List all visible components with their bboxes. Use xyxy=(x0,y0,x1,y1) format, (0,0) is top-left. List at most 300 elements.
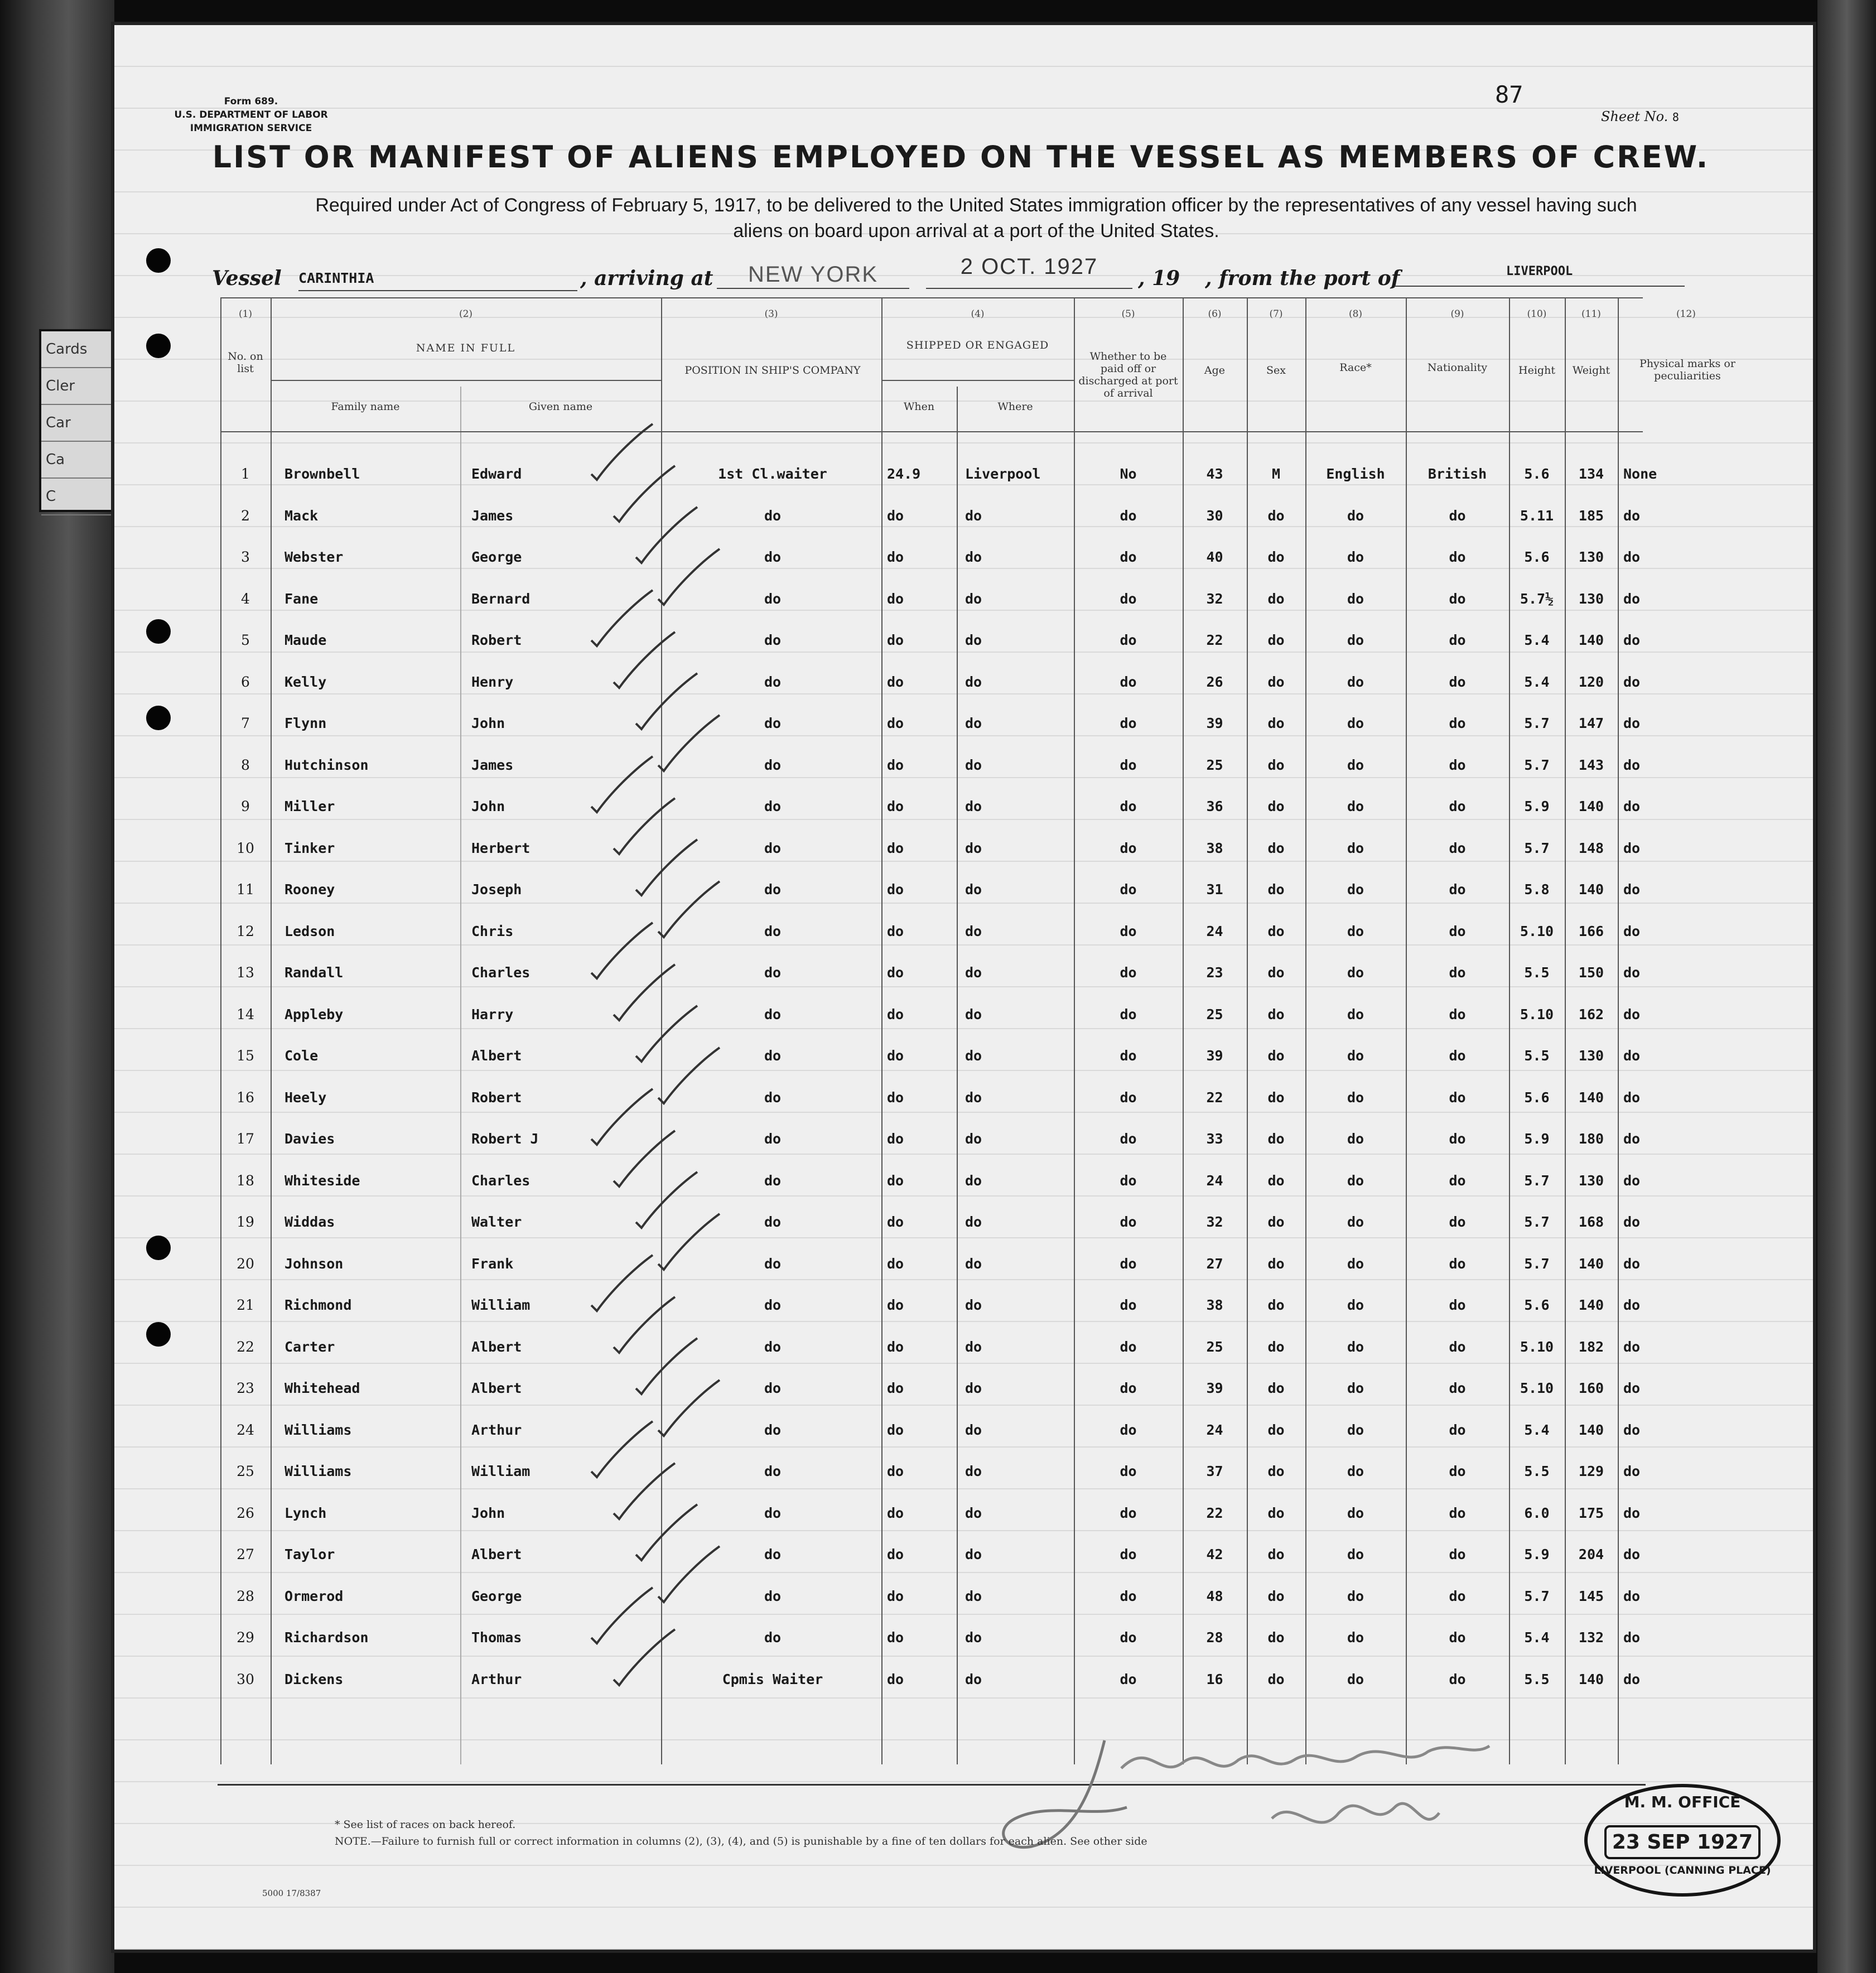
cell-given: Chris xyxy=(471,923,514,939)
cell-race: English xyxy=(1326,466,1385,482)
cell-position: do xyxy=(764,1421,782,1438)
cell-paid: do xyxy=(1120,632,1137,648)
cell-age: 26 xyxy=(1206,673,1223,690)
cell-paid: do xyxy=(1120,1006,1137,1022)
cell-given: Albert xyxy=(471,1546,522,1562)
crew-table xyxy=(220,297,1735,1770)
check-mark-icon xyxy=(611,1627,678,1688)
punch-hole xyxy=(146,1322,171,1347)
check-mark-icon xyxy=(655,1377,722,1439)
inspector-signature xyxy=(982,1707,1512,1874)
cell-when: do xyxy=(887,1421,904,1438)
cell-marks: do xyxy=(1623,673,1641,690)
sheet-number xyxy=(1601,109,1679,124)
cell-when: do xyxy=(887,1255,904,1272)
table-row xyxy=(220,995,1643,1036)
cell-nationality: do xyxy=(1449,715,1466,731)
cell-family: Richardson xyxy=(284,1629,369,1646)
cell-race: do xyxy=(1347,756,1364,773)
header-weight: Weight xyxy=(1572,364,1610,377)
cell-given: Robert J xyxy=(471,1131,539,1147)
table-row xyxy=(220,1244,1643,1286)
cell-sex: do xyxy=(1267,756,1285,773)
cell-race: do xyxy=(1347,590,1364,607)
cell-height: 5.9 xyxy=(1524,798,1550,814)
cell-weight: 182 xyxy=(1578,1338,1604,1355)
cell-height: 6.0 xyxy=(1524,1504,1550,1521)
cell-marks: do xyxy=(1623,1255,1641,1272)
cell-where: do xyxy=(965,1297,982,1313)
cell-age: 39 xyxy=(1206,1380,1223,1396)
cell-given: George xyxy=(471,1588,522,1604)
cell-given: Edward xyxy=(471,466,522,482)
cell-sex: do xyxy=(1267,1546,1285,1562)
cell-given: John xyxy=(471,715,505,731)
cell-height: 5.6 xyxy=(1524,549,1550,565)
cell-where: do xyxy=(965,1629,982,1646)
cell-nationality: do xyxy=(1449,507,1466,524)
cell-height: 5.9 xyxy=(1524,1546,1550,1562)
cell-sex: do xyxy=(1267,798,1285,814)
cell-sex: do xyxy=(1267,1214,1285,1230)
cell-weight: 140 xyxy=(1578,1297,1604,1313)
cell-when: do xyxy=(887,632,904,648)
from-port: LIVERPOOL xyxy=(1395,264,1685,287)
cell-given: James xyxy=(471,507,514,524)
cell-nationality: do xyxy=(1449,1546,1466,1562)
cell-paid: do xyxy=(1120,840,1137,856)
table-row xyxy=(220,496,1643,538)
cell-when: do xyxy=(887,1588,904,1604)
cell-position: do xyxy=(764,840,782,856)
cell-race: do xyxy=(1347,1671,1364,1687)
cell-where: do xyxy=(965,1255,982,1272)
vessel-label: Vessel xyxy=(212,267,282,290)
header-given-name: Given name xyxy=(528,401,593,413)
table-row xyxy=(220,1452,1643,1493)
cell-height: 5.9 xyxy=(1524,1131,1550,1147)
cell-age: 36 xyxy=(1206,798,1223,814)
cell-family: Webster xyxy=(284,549,344,565)
cell-race: do xyxy=(1347,1048,1364,1064)
cell-nationality: do xyxy=(1449,1131,1466,1147)
header-position: POSITION IN SHIP'S COMPANY xyxy=(684,364,861,377)
col-number: (2) xyxy=(459,308,473,320)
cell-nationality: do xyxy=(1449,1629,1466,1646)
cell-given: John xyxy=(471,1504,505,1521)
cell-marks: do xyxy=(1623,1297,1641,1313)
cell-position: do xyxy=(764,1006,782,1022)
cell-where: do xyxy=(965,1131,982,1147)
cell-given: James xyxy=(471,756,514,773)
cell-weight: 204 xyxy=(1578,1546,1604,1562)
cell-race: do xyxy=(1347,1006,1364,1022)
cell-when: do xyxy=(887,1504,904,1521)
cell-given: Bernard xyxy=(471,590,531,607)
shipped-subheader-rule xyxy=(881,380,1074,381)
cell-weight: 160 xyxy=(1578,1380,1604,1396)
cell-paid: do xyxy=(1120,1546,1137,1562)
punch-hole xyxy=(146,619,171,644)
cell-race: do xyxy=(1347,1131,1364,1147)
cell-height: 5.4 xyxy=(1524,1421,1550,1438)
table-row xyxy=(220,704,1643,745)
cell-given: Herbert xyxy=(471,840,531,856)
cell-race: do xyxy=(1347,1463,1364,1479)
cell-when: do xyxy=(887,1463,904,1479)
table-row xyxy=(220,1577,1643,1618)
cell-sex: do xyxy=(1267,1504,1285,1521)
cell-position: do xyxy=(764,1089,782,1106)
cell-weight: 180 xyxy=(1578,1131,1604,1147)
cell-where: do xyxy=(965,1463,982,1479)
cell-race: do xyxy=(1347,881,1364,898)
header-no-on-list: No. on list xyxy=(228,350,263,375)
cell-weight: 140 xyxy=(1578,1089,1604,1106)
cell-paid: do xyxy=(1120,1214,1137,1230)
col-number: (6) xyxy=(1208,308,1222,320)
table-row xyxy=(220,1036,1643,1078)
table-row xyxy=(220,580,1643,621)
cell-race: do xyxy=(1347,549,1364,565)
cell-nationality: do xyxy=(1449,549,1466,565)
cell-age: 38 xyxy=(1206,1297,1223,1313)
cell-height: 5.5 xyxy=(1524,1048,1550,1064)
cell-race: do xyxy=(1347,1546,1364,1562)
cell-race: do xyxy=(1347,1255,1364,1272)
cell-no: 24 xyxy=(237,1421,254,1438)
cell-family: Heely xyxy=(284,1089,327,1106)
cell-given: Harry xyxy=(471,1006,514,1022)
check-mark-icon xyxy=(655,1045,722,1106)
cell-sex: do xyxy=(1267,1172,1285,1189)
cell-age: 42 xyxy=(1206,1546,1223,1562)
table-row xyxy=(220,787,1643,828)
punch-hole xyxy=(146,1236,171,1260)
cell-where: Liverpool xyxy=(965,466,1041,482)
cell-no: 9 xyxy=(241,798,250,814)
cell-where: do xyxy=(965,1421,982,1438)
cell-where: do xyxy=(965,507,982,524)
cell-position: do xyxy=(764,549,782,565)
service: IMMIGRATION SERVICE xyxy=(190,123,312,134)
cell-sex: do xyxy=(1267,1255,1285,1272)
cell-paid: do xyxy=(1120,881,1137,898)
cell-position: do xyxy=(764,715,782,731)
cell-family: Tinker xyxy=(284,840,335,856)
cell-sex: do xyxy=(1267,1131,1285,1147)
office-stamp xyxy=(1584,1784,1781,1897)
cell-paid: do xyxy=(1120,1255,1137,1272)
cell-sex: do xyxy=(1267,923,1285,939)
cell-where: do xyxy=(965,673,982,690)
cell-when: do xyxy=(887,964,904,981)
table-row xyxy=(220,829,1643,870)
cell-height: 5.10 xyxy=(1520,1006,1554,1022)
cell-weight: 140 xyxy=(1578,1671,1604,1687)
cell-paid: do xyxy=(1120,964,1137,981)
subtitle-line-1: Required under Act of Congress of February 5, 1917, to be delivered to the United States immigration officer by the representatives of any vessel having such xyxy=(315,195,1637,216)
stamp-place: LIVERPOOL (CANNING PLACE) xyxy=(1594,1864,1771,1876)
cell-when: do xyxy=(887,1172,904,1189)
cell-family: Davies xyxy=(284,1131,335,1147)
table-row xyxy=(220,1618,1643,1660)
cell-paid: do xyxy=(1120,1380,1137,1396)
cell-age: 48 xyxy=(1206,1588,1223,1604)
cell-family: Dickens xyxy=(284,1671,344,1687)
sheet-value: 8 xyxy=(1672,110,1679,124)
cell-when: do xyxy=(887,798,904,814)
arrival-date: 2 OCT. 1927 xyxy=(926,254,1132,289)
header-bottom-rule xyxy=(220,431,1643,432)
cell-race: do xyxy=(1347,840,1364,856)
table-top-rule xyxy=(220,297,1643,298)
cell-no: 28 xyxy=(237,1588,254,1604)
cell-sex: do xyxy=(1267,1463,1285,1479)
stamp-date: 23 SEP 1927 xyxy=(1604,1825,1761,1859)
cell-marks: None xyxy=(1623,466,1657,482)
cell-weight: 140 xyxy=(1578,1421,1604,1438)
punch-hole xyxy=(146,334,171,358)
cell-weight: 130 xyxy=(1578,1172,1604,1189)
cell-sex: do xyxy=(1267,964,1285,981)
cell-when: do xyxy=(887,507,904,524)
cell-family: Flynn xyxy=(284,715,327,731)
cell-marks: do xyxy=(1623,1380,1641,1396)
cell-weight: 140 xyxy=(1578,798,1604,814)
cell-height: 5.4 xyxy=(1524,673,1550,690)
cell-age: 25 xyxy=(1206,1338,1223,1355)
cell-age: 24 xyxy=(1206,923,1223,939)
cell-nationality: do xyxy=(1449,923,1466,939)
cell-no: 21 xyxy=(237,1297,254,1313)
cell-age: 39 xyxy=(1206,1048,1223,1064)
scan-margin-left xyxy=(0,0,114,1973)
cell-given: Henry xyxy=(471,673,514,690)
cell-given: Thomas xyxy=(471,1629,522,1646)
cell-marks: do xyxy=(1623,840,1641,856)
cell-age: 33 xyxy=(1206,1131,1223,1147)
cell-nationality: do xyxy=(1449,673,1466,690)
cell-race: do xyxy=(1347,1421,1364,1438)
cell-sex: do xyxy=(1267,1671,1285,1687)
cell-position: do xyxy=(764,1214,782,1230)
header-sex: Sex xyxy=(1266,364,1286,377)
subtitle-line-2: aliens on board upon arrival at a port of the United States. xyxy=(733,220,1219,242)
cell-no: 23 xyxy=(237,1380,254,1396)
cell-where: do xyxy=(965,1048,982,1064)
card-edge-line: Car xyxy=(41,405,117,442)
cell-weight: 150 xyxy=(1578,964,1604,981)
form-number: Form 689. xyxy=(224,96,278,107)
table-row xyxy=(220,663,1643,704)
cell-age: 16 xyxy=(1206,1671,1223,1687)
table-row xyxy=(220,1328,1643,1369)
cell-position: do xyxy=(764,1629,782,1646)
cell-paid: do xyxy=(1120,1463,1137,1479)
cell-when: do xyxy=(887,840,904,856)
sheet-label: Sheet No. xyxy=(1601,109,1668,124)
scan-margin-right xyxy=(1817,0,1876,1973)
cell-height: 5.5 xyxy=(1524,964,1550,981)
cell-where: do xyxy=(965,1504,982,1521)
table-row xyxy=(220,1535,1643,1576)
col-number: (10) xyxy=(1527,308,1547,320)
cell-position: do xyxy=(764,1255,782,1272)
cell-weight: 130 xyxy=(1578,549,1604,565)
print-code: 5000 17/8387 xyxy=(262,1888,321,1898)
cell-marks: do xyxy=(1623,1089,1641,1106)
cell-paid: do xyxy=(1120,1588,1137,1604)
cell-no: 10 xyxy=(237,840,254,856)
table-row xyxy=(220,1161,1643,1203)
cell-age: 31 xyxy=(1206,881,1223,898)
col-number: (9) xyxy=(1450,308,1464,320)
cell-paid: do xyxy=(1120,1629,1137,1646)
table-row xyxy=(220,1660,1643,1701)
adjacent-card-edge xyxy=(39,329,119,512)
cell-position: do xyxy=(764,1048,782,1064)
cell-race: do xyxy=(1347,1338,1364,1355)
cell-marks: do xyxy=(1623,1172,1641,1189)
cell-no: 14 xyxy=(237,1006,254,1022)
cell-position: do xyxy=(764,1504,782,1521)
check-mark-icon xyxy=(655,1543,722,1605)
cell-weight: 148 xyxy=(1578,840,1604,856)
cell-when: do xyxy=(887,1297,904,1313)
cell-race: do xyxy=(1347,1504,1364,1521)
cell-height: 5.7 xyxy=(1524,715,1550,731)
check-mark-icon xyxy=(655,1211,722,1272)
cell-height: 5.11 xyxy=(1520,507,1554,524)
cell-marks: do xyxy=(1623,756,1641,773)
cell-sex: do xyxy=(1267,1421,1285,1438)
cell-weight: 132 xyxy=(1578,1629,1604,1646)
cell-sex: do xyxy=(1267,1006,1285,1022)
cell-where: do xyxy=(965,756,982,773)
check-mark-icon xyxy=(655,879,722,940)
cell-sex: do xyxy=(1267,549,1285,565)
cell-marks: do xyxy=(1623,549,1641,565)
header-when: When xyxy=(903,401,935,413)
cell-height: 5.7 xyxy=(1524,1214,1550,1230)
cell-when: do xyxy=(887,590,904,607)
cell-family: Williams xyxy=(284,1463,352,1479)
cell-family: Cole xyxy=(284,1048,319,1064)
cell-when: do xyxy=(887,1380,904,1396)
cell-where: do xyxy=(965,964,982,981)
header-family-name: Family name xyxy=(331,401,400,413)
cell-where: do xyxy=(965,1338,982,1355)
cell-marks: do xyxy=(1623,1338,1641,1355)
cell-race: do xyxy=(1347,673,1364,690)
cell-paid: do xyxy=(1120,798,1137,814)
header-race: Race* xyxy=(1339,361,1372,374)
cell-where: do xyxy=(965,632,982,648)
cell-race: do xyxy=(1347,798,1364,814)
cell-age: 25 xyxy=(1206,756,1223,773)
cell-paid: do xyxy=(1120,1172,1137,1189)
cell-age: 39 xyxy=(1206,715,1223,731)
cell-family: Richmond xyxy=(284,1297,352,1313)
cell-height: 5.6 xyxy=(1524,466,1550,482)
cell-race: do xyxy=(1347,1089,1364,1106)
cell-family: Fane xyxy=(284,590,319,607)
cell-height: 5.4 xyxy=(1524,1629,1550,1646)
cell-no: 17 xyxy=(237,1131,254,1147)
cell-paid: do xyxy=(1120,1504,1137,1521)
cell-family: Kelly xyxy=(284,673,327,690)
cell-race: do xyxy=(1347,1380,1364,1396)
table-row xyxy=(220,870,1643,911)
cell-age: 37 xyxy=(1206,1463,1223,1479)
cell-where: do xyxy=(965,1546,982,1562)
cell-no: 27 xyxy=(237,1546,254,1562)
cell-sex: do xyxy=(1267,507,1285,524)
cell-given: Arthur xyxy=(471,1421,522,1438)
cell-sex: do xyxy=(1267,1588,1285,1604)
cell-height: 5.5 xyxy=(1524,1671,1550,1687)
cell-where: do xyxy=(965,1214,982,1230)
cell-no: 4 xyxy=(241,590,250,607)
cell-weight: 140 xyxy=(1578,881,1604,898)
header-physical-marks: Physical marks or peculiarities xyxy=(1639,358,1735,382)
cell-given: Robert xyxy=(471,632,522,648)
cell-when: do xyxy=(887,1546,904,1562)
cell-position: do xyxy=(764,798,782,814)
department: U.S. DEPARTMENT OF LABOR xyxy=(174,109,328,120)
cell-position: do xyxy=(764,756,782,773)
cell-given: Albert xyxy=(471,1048,522,1064)
cell-where: do xyxy=(965,1671,982,1687)
cell-marks: do xyxy=(1623,715,1641,731)
cell-no: 8 xyxy=(241,756,250,773)
cell-weight: 140 xyxy=(1578,632,1604,648)
cell-age: 38 xyxy=(1206,840,1223,856)
stamp-office: M. M. OFFICE xyxy=(1624,1793,1741,1811)
cell-nationality: do xyxy=(1449,798,1466,814)
cell-marks: do xyxy=(1623,1421,1641,1438)
cell-marks: do xyxy=(1623,1131,1641,1147)
cell-family: Appleby xyxy=(284,1006,344,1022)
cell-height: 5.7 xyxy=(1524,1588,1550,1604)
table-row xyxy=(220,538,1643,579)
cell-sex: do xyxy=(1267,590,1285,607)
cell-height: 5.10 xyxy=(1520,1338,1554,1355)
cell-age: 30 xyxy=(1206,507,1223,524)
table-row xyxy=(220,953,1643,995)
cell-family: Miller xyxy=(284,798,335,814)
cell-height: 5.7½ xyxy=(1520,590,1554,607)
cell-no: 3 xyxy=(241,549,250,565)
cell-paid: do xyxy=(1120,756,1137,773)
cell-where: do xyxy=(965,840,982,856)
cell-marks: do xyxy=(1623,590,1641,607)
races-note: * See list of races on back hereof. xyxy=(335,1818,516,1831)
cell-given: Albert xyxy=(471,1338,522,1355)
cell-position: do xyxy=(764,1588,782,1604)
cell-paid: do xyxy=(1120,549,1137,565)
cell-age: 32 xyxy=(1206,590,1223,607)
cell-where: do xyxy=(965,1172,982,1189)
cell-weight: 140 xyxy=(1578,1255,1604,1272)
table-row xyxy=(220,1286,1643,1327)
cell-when: do xyxy=(887,673,904,690)
cell-given: Walter xyxy=(471,1214,522,1230)
cell-marks: do xyxy=(1623,507,1641,524)
cell-weight: 129 xyxy=(1578,1463,1604,1479)
cell-position: Cpmis Waiter xyxy=(722,1671,823,1687)
